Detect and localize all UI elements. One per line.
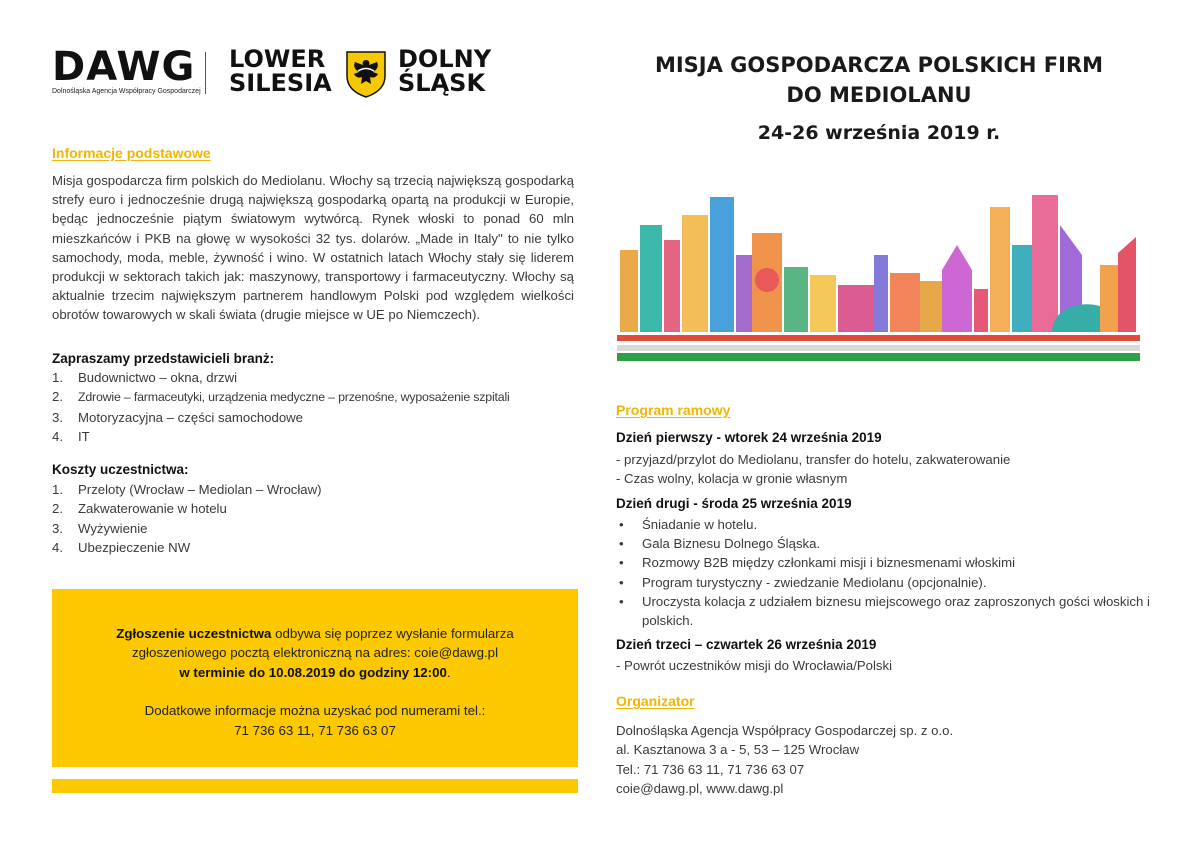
- organizer-details: [616, 721, 953, 799]
- organizer-address: al. Kasztanowa 3 a - 5, 53 – 125 Wrocław: [616, 742, 860, 758]
- organizer-contact-links[interactable]: coie@dawg.pl, www.dawg.pl: [616, 781, 784, 797]
- list-item: [616, 573, 1154, 592]
- list-text: Rozmowy B2B między członkami misji i biznesmenami włoskimi: [642, 555, 1016, 571]
- list-number: 1.: [52, 370, 63, 385]
- registration-line1: [52, 624, 578, 643]
- list-number: 1.: [52, 482, 63, 497]
- list-number: 4.: [52, 540, 63, 556]
- list-text: Wyżywienie: [78, 520, 148, 536]
- bullet-icon: •: [619, 517, 624, 532]
- registration-deadline: w terminie do 10.08.2019 do godziny 12:00: [179, 664, 447, 680]
- list-item: [616, 515, 1154, 534]
- list-text: Uroczysta kolacja z udziałem biznesu miejscowego oraz zaproszonych gości włoskich i polskich.: [642, 593, 1150, 629]
- logo-divider: [205, 52, 206, 94]
- industries-list: [52, 368, 510, 447]
- lower-silesia-logo: [229, 47, 332, 95]
- dawg-logo-subtitle: Dolnośląska Agencja Współpracy Gospodarczej: [52, 88, 201, 95]
- registration-text1: odbywa się poprzez wysłanie formularza: [271, 626, 514, 641]
- industries-heading: Zapraszamy przedstawicieli branż:: [52, 351, 275, 366]
- lower-silesia-line2: SILESIA: [229, 69, 332, 97]
- bullet-icon: •: [619, 555, 624, 571]
- list-item: [52, 519, 322, 538]
- costs-list: [52, 480, 322, 558]
- registration-phones: 71 736 63 11, 71 736 63 07: [234, 722, 396, 738]
- milan-skyline-illustration: [612, 185, 1142, 365]
- dolny-slask-logo: [398, 47, 491, 95]
- title-line1: MISJA GOSPODARCZA POLSKICH FIRM: [654, 53, 1104, 77]
- list-item: [616, 534, 1154, 553]
- list-text: Zdrowie – farmaceutyki, urządzenia medyczne – przenośne, wyposażenie szpitali: [78, 390, 510, 405]
- list-item: [52, 427, 510, 446]
- organizer-heading: Organizator: [616, 693, 695, 709]
- dolny-slask-line1: DOLNY: [398, 45, 492, 73]
- list-text: Gala Biznesu Dolnego Śląska.: [642, 536, 821, 552]
- registration-info: Dodatkowe informacje można uzyskać pod numerami tel.:: [144, 703, 486, 719]
- list-text: Zakwaterowanie w hotelu: [78, 501, 227, 517]
- registration-bold-lead: Zgłoszenie uczestnictwa: [116, 626, 272, 641]
- day2-heading: Dzień drugi - środa 25 września 2019: [616, 496, 852, 511]
- list-item: [52, 408, 510, 427]
- list-text: Budownictwo – okna, drzwi: [78, 370, 238, 385]
- list-text: Śniadanie w hotelu.: [642, 517, 758, 532]
- list-item: [52, 538, 322, 557]
- bullet-icon: •: [619, 536, 624, 552]
- lower-silesia-line1: LOWER: [229, 45, 326, 73]
- organizer-name: Dolnośląska Agencja Współpracy Gospodarczej sp. z o.o.: [616, 723, 954, 738]
- dolny-slask-line2: ŚLĄSK: [398, 69, 486, 97]
- list-number: 2.: [52, 501, 63, 517]
- title-line2: DO MEDIOLANU: [786, 83, 972, 107]
- registration-line2: zgłoszeniowego pocztą elektroniczną na adres: coie@dawg.pl: [131, 645, 499, 661]
- day3-line: - Powrót uczestników misji do Wrocławia/Polski: [616, 658, 893, 673]
- list-text: Program turystyczny - zwiedzanie Mediolanu (opcjonalnie).: [642, 574, 987, 590]
- list-text: Motoryzacyjna – części samochodowe: [78, 409, 304, 425]
- document-title: [600, 50, 1158, 110]
- lower-silesia-eagle-crest-icon: [345, 50, 387, 98]
- list-text: IT: [78, 429, 90, 445]
- program-heading: Program ramowy: [616, 402, 731, 418]
- registration-box-strip: [52, 779, 578, 793]
- document-date: 24-26 września 2019 r.: [757, 122, 1001, 144]
- list-text: Ubezpieczenie NW: [78, 540, 191, 556]
- list-item: [52, 387, 510, 407]
- list-text: Przeloty (Wrocław – Mediolan – Wrocław): [78, 482, 322, 497]
- registration-deadline-end: .: [446, 664, 451, 680]
- dawg-logo-wordmark: DAWG: [52, 44, 196, 90]
- basic-info-paragraph: Misja gospodarcza firm polskich do Mediolanu. Włochy są trzecią największą gospodarką strefy euro i jednocześnie drugą największą gospodarką opartą na produkcji w Europie, będąc jednocześnie piątym światowym wytwórcą. Rynek włoski to ponad 60 mln mieszkańców i PKB na głowę w wysokości 32 tys. dolarów. „Made in Italy" to nie tylko samochody, moda, meble, żywność i wino. W ostatnich latach Włochy stały się liderem produkcji w sektorach takich jak: maszynowy, transportowy i farmaceutyczny. Włochy są aktualnie trzecim największym partnerem handlowym Polski pod względem wielkości obrotów towarowych w skali świata (drugie miejsce w UE po Niemczech).: [52, 173, 574, 323]
- basic-info-heading: Informacje podstawowe: [52, 145, 211, 161]
- dawg-logo: [52, 44, 201, 98]
- day1-heading: Dzień pierwszy - wtorek 24 września 2019: [616, 430, 882, 445]
- list-number: 4.: [52, 429, 63, 445]
- registration-text: [52, 624, 578, 740]
- list-item: [52, 480, 322, 499]
- day3-heading: Dzień trzeci – czwartek 26 września 2019: [616, 637, 877, 652]
- bullet-icon: •: [619, 574, 624, 590]
- list-item: [616, 592, 1154, 630]
- list-item: [616, 553, 1154, 572]
- list-item: [52, 499, 322, 518]
- bullet-icon: •: [619, 593, 624, 609]
- list-number: 2.: [52, 389, 63, 405]
- list-number: 3.: [52, 409, 63, 425]
- list-item: [52, 368, 510, 387]
- day2-list: [616, 515, 1154, 630]
- day1-line: - przyjazd/przylot do Mediolanu, transfer do hotelu, zakwaterowanie: [616, 452, 1011, 467]
- list-number: 3.: [52, 520, 63, 536]
- costs-heading: Koszty uczestnictwa:: [52, 462, 189, 477]
- organizer-phone: Tel.: 71 736 63 11, 71 736 63 07: [616, 761, 805, 777]
- registration-line3: [52, 663, 578, 682]
- day1-line: - Czas wolny, kolacja w gronie własnym: [616, 471, 848, 486]
